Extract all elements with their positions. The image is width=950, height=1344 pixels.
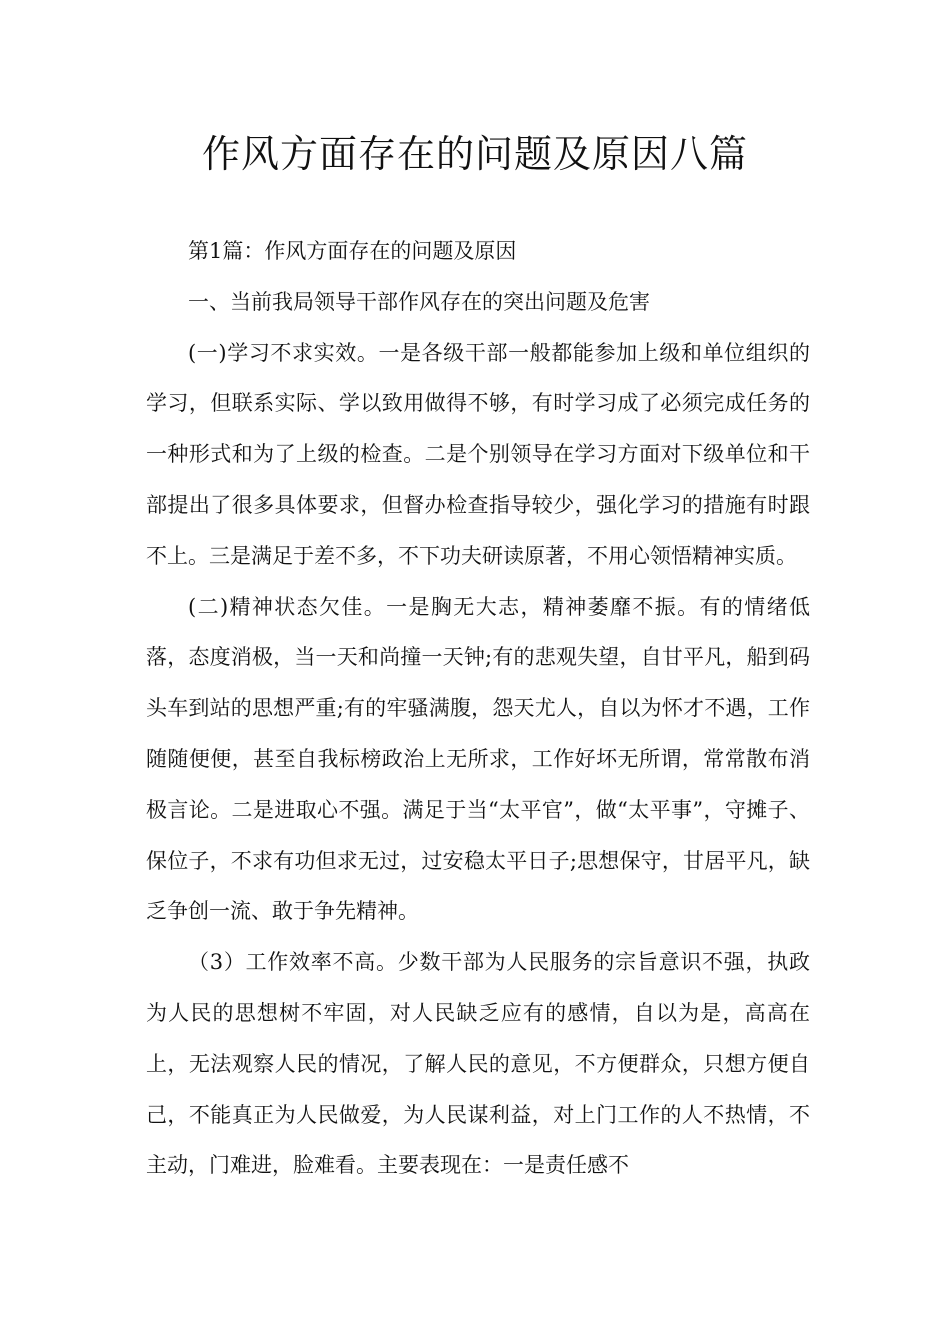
document-body <box>146 226 810 1191</box>
paragraph: （3）工作效率不高。少数干部为人民服务的宗旨意识不强，执政为人民的思想树不牢固，对人民缺乏应有的感情，自以为是，高高在上，无法观察人民的情况，了解人民的意见，不方便群众，只想方便自己，不能真正为人民做爱，为人民谋利益，对上门工作的人不热情，不主动，门难进，脸难看。主要表现在：一是责任感不 <box>146 950 810 1178</box>
paragraph-section-heading: 一、当前我局领导干部作风存在的突出问题及危害 <box>188 289 650 314</box>
paragraph: (二)精神状态欠佳。一是胸无大志，精神萎靡不振。有的情绪低落，态度消极，当一天和尚撞一天钟;有的悲观失望，自甘平凡，船到码头车到站的思想严重;有的牢骚满腹，怨天尤人，自以为怀才不遇，工作随随便便，甚至自我标榜政治上无所求，工作好坏无所谓，常常散布消极言论。二是进取心不强。满足于当“太平官”，做“太平事”，守摊子、保位子，不求有功但求无过，过安稳太平日子;思想保守，甘居平凡，缺乏争创一流、敢于争先精神。 <box>146 594 810 924</box>
document-title: 作风方面存在的问题及原因八篇 <box>201 132 748 176</box>
paragraph: (一)学习不求实效。一是各级干部一般都能参加上级和单位组织的学习，但联系实际、学以致用做得不够，有时学习成了必须完成任务的一种形式和为了上级的检查。二是个别领导在学习方面对下级单位和干部提出了很多具体要求，但督办检查指导较少，强化学习的措施有时跟不上。三是满足于差不多，不下功夫研读原著，不用心领悟精神实质。 <box>146 340 810 568</box>
paragraph-heading: 第1篇：作风方面存在的问题及原因 <box>188 239 517 263</box>
